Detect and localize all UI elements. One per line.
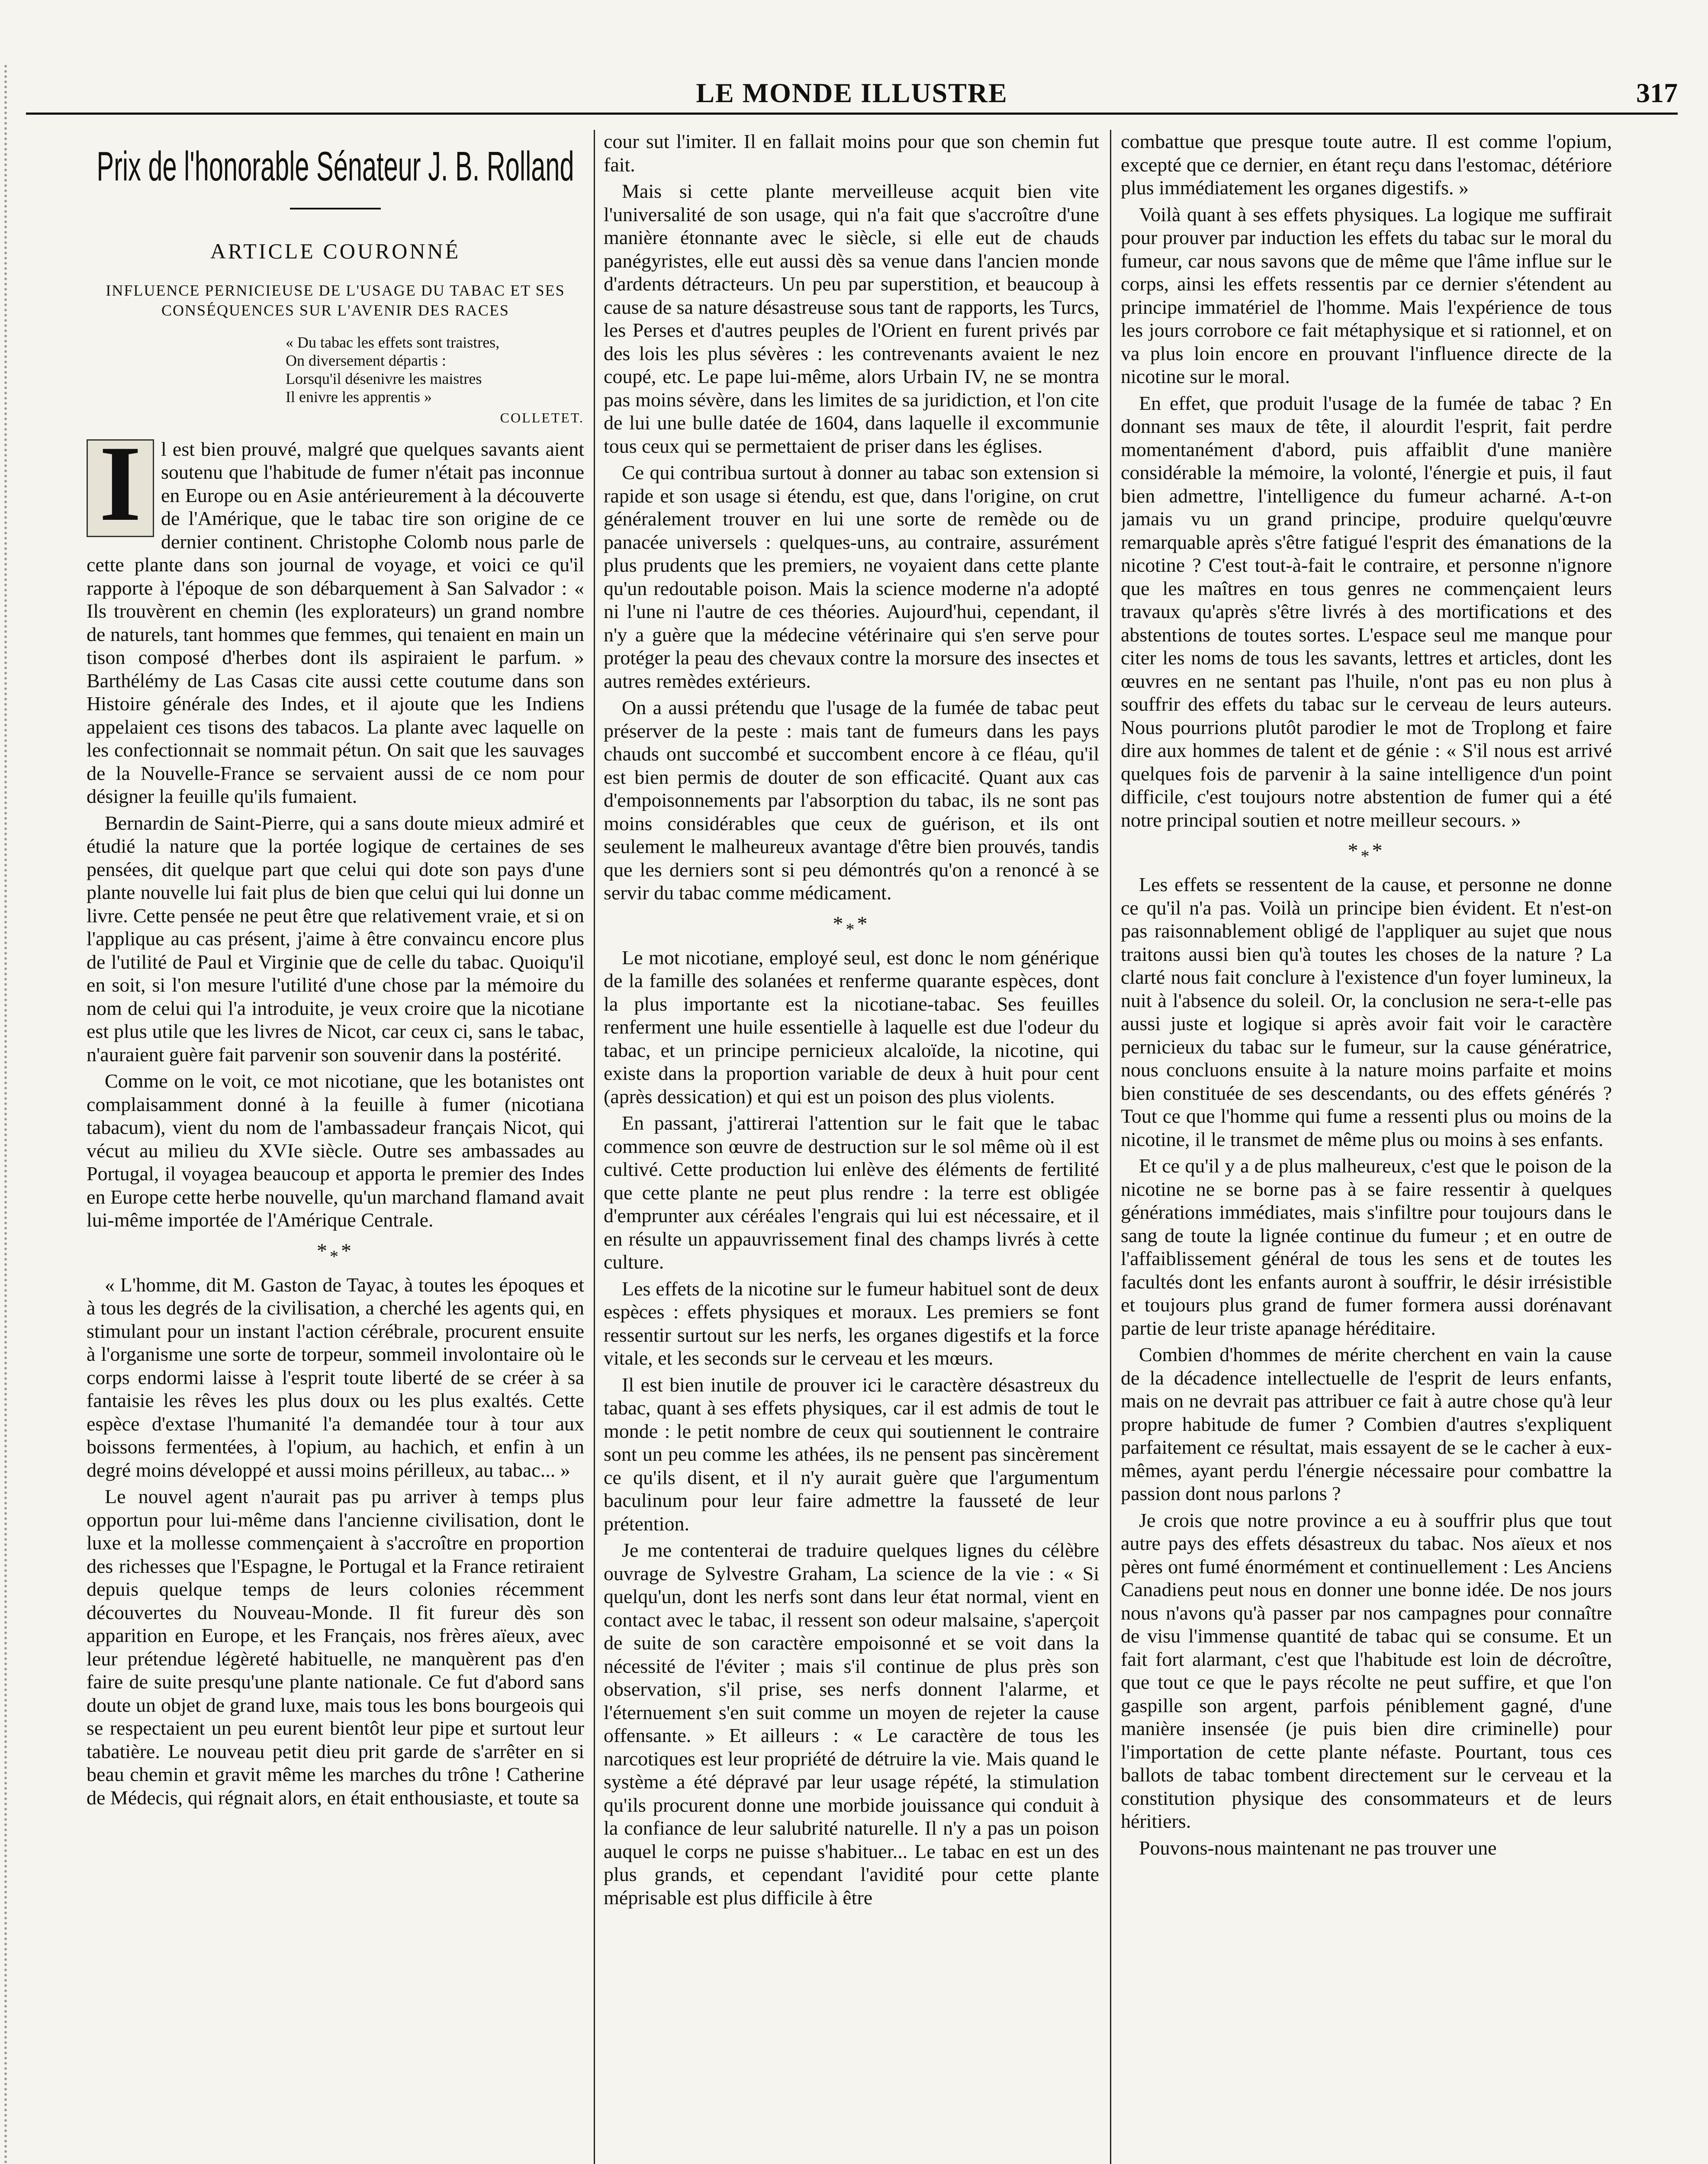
column-2 bbox=[604, 130, 1099, 2164]
prize-heading: Prix de l'honorable Sénateur J. B. Rolland bbox=[96, 143, 574, 190]
paragraph: Il est bien inutile de prouver ici le caractère désastreux du tabac, quant à ses effets physiques, car il est admis de tout le monde : le petit nombre de ceux qui soutiennent le contraire sont un peu comme les athées, ils ne pensent pas sincèrement ce qu'ils disent, et il n'y aurait guère que l'argumentum baculinum pour leur faire admettre la fausseté de leur prétention. bbox=[604, 1373, 1099, 1535]
heading-rule bbox=[290, 208, 381, 209]
paragraph: Les effets se ressentent de la cause, et personne ne donne ce qu'il n'a pas. Voilà un principe bien évident. Et n'est-on pas raisonnablement obligé de l'appliquer au sujet que nous traitons aussi bien qu'à toutes les choses de la nature ? La clarté nous fait conclure à l'existence d'un foyer lumineux, la nuit à l'absence du soleil. Or, la conclusion ne sera-t-elle pas aussi juste et logique si après avoir fait voir le caractère pernicieux du tabac sur le fumeur, sur la cause génératrice, nous concluons ensuite à la nature moins parfaite et moins bien constituée de ses descendants, ou des effets générés ? Tout ce que l'homme qui fume a ressenti plus ou moins de la nicotine, il le transmet de même plus ou moins à ses enfants. bbox=[1121, 873, 1612, 1150]
paragraph: Je me contenterai de traduire quelques lignes du célèbre ouvrage de Sylvestre Graham, La science de la vie : « Si quelqu'un, dont les nerfs sont dans leur état normal, vient en contact avec le tabac, il ressent son odeur malsaine, s'aperçoit de suite de son caractère empoisonné et se voit dans la nécessité de l'éviter ; mais s'il continue de plus près son observation, s'il prise, ses nerfs donnent l'alarme, et l'éternuement s'en suit comme un moyen de rejeter la cause offensante. » Et ailleurs : « Le caractère de tous les narcotiques est leur propriété de détruire la vie. Mais quand le système a été dépravé par leur usage répété, la stimulation qu'ils procurent donne une morbide jouissance qui conduit à la confiance de leur salubrité naturelle. Il n'y a pas un poison auquel le corps ne puisse s'habituer... Le tabac en est un des plus grands, et cependant l'avidité pour cette plante méprisable est plus difficile à être bbox=[604, 1539, 1099, 1909]
paragraph: En effet, que produit l'usage de la fumée de tabac ? En donnant ses maux de tête, il alourdit l'esprit, fait perdre momentanément d'abord, puis affaiblit d'une manière considérable la mémoire, la volonté, l'énergie et puis, il faut bien admettre, l'intelligence du fumeur acharné. A-t-on jamais vu un grand principe, produire quelqu'œuvre remarquable après s'être fatigué l'esprit des émanations de la nicotine ? C'est tout-à-fait le contraire, et personne n'ignore que les maîtres en tous genres ne commençaient leurs travaux qu'après s'être livrés à des mortifications et des abstentions de toutes sortes. L'espace seul me manque pour citer les noms de tous les savants, lettres et articles, dont les œuvres en ne sentant pas l'huile, n'ont pas eu non plus à souffrir des effets du tabac sur le cerveau de leurs auteurs. Nous pourrions plutôt parodier le mot de Troplong et faire dire aux hommes de talent et de génie : « S'il nous est arrivé quelques fois de parvenir à la saine intelligence d'un point difficile, c'est toujours notre abstention de fumer qui a été notre principal soutien et notre meilleur secours. » bbox=[1121, 392, 1612, 831]
paragraph: combattue que presque toute autre. Il est comme l'opium, excepté que ce dernier, en étant reçu dans l'estomac, détériore plus immédiatement les organes digestifs. » bbox=[1121, 130, 1612, 199]
paragraph: Pouvons-nous maintenant ne pas trouver une bbox=[1139, 1836, 1497, 1859]
paragraph: Le mot nicotiane, employé seul, est donc le nom générique de la famille des solanées et renferme quarante espèces, dont la plus importante est la nicotiane-tabac. Ses feuilles renferment une huile essentielle à laquelle est due l'odeur du tabac, et un principe pernicieux alcaloïde, la nicotine, qui existe dans la proportion variable de deux à huit pour cent (après dessication) et qui est un poison des plus violents. bbox=[604, 946, 1099, 1108]
paragraph: En passant, j'attirerai l'attention sur le fait que le tabac commence son œuvre de destruction sur le sol même où il est cultivé. Cette production lui enlève des éléments de fertilité que cette plante ne peut plus rendre : la terre est obligée d'emprunter aux céréales l'engrais qui lui est nécessaire, et il en résulte un appauvrissement final des champs livrés à cette culture. bbox=[604, 1112, 1099, 1273]
paragraph: « L'homme, dit M. Gaston de Tayac, à toutes les époques et à tous les degrés de la civilisation, a cherché les agents qui, en stimulant pour un instant l'action cérébrale, procurent ensuite à l'organisme une sorte de torpeur, sommeil involontaire où le corps endormi laisse à l'esprit toute liberté de se créer à sa fantaisie les rêves les plus doux ou les plus exaltés. Cette espèce d'extase l'humanité l'a demandée tour à tour aux boissons fermentées, à l'opium, au hachich, et enfin à un degré moins développé et aussi moins périlleux, au tabac... » bbox=[87, 1273, 584, 1481]
paragraph: Je crois que notre province a eu à souffrir plus que tout autre pays des effets désastreux du tabac. Nos aïeux et nos pères ont fumé énormément et continuellement : Les Anciens Canadiens peut nous en donner une bonne idée. De nos jours nous n'avons qu'à passer par nos campagnes pour connaître de visu l'immense quantité de tabac qui se consume. Et un fait fort alarmant, c'est que l'habitude est loin de décroître, que tout ce que le pays récolte ne peut suffire, et que l'on gaspille son argent, parfois péniblement gagné, d'une manière insensée (je puis bien dire criminelle) pour l'importation de cette plante néfaste. Pourtant, tous ces ballots de tabac tombent directement sur le cerveau et la constitution physique des consommateurs et de leurs héritiers. bbox=[1121, 1509, 1612, 1832]
paragraph: Le nouvel agent n'aurait pas pu arriver à temps plus opportun pour lui-même dans l'ancienne civilisation, dont le luxe et la mollesse commençaient à s'accroître en proportion des richesses que l'Espagne, le Portugal et la France retiraient depuis quelque temps de leurs colonies récemment découvertes du Nouveau-Monde. Il fit fureur dès son apparition en Europe, et les Français, nos frères aïeux, avec leur prétendue légèreté habituelle, ne manquèrent pas d'en faire de suite presqu'une plante nationale. Ce fut d'abord sans doute un objet de grand luxe, mais tous les bons bourgeois qui se respectaient un peu eurent bientôt leur pipe et surtout leur tabatière. Le nouveau petit dieu prit garde de s'arrêter en si beau chemin et gravit même les marches du trône ! Catherine de Médecis, qui régnait alors, en était enthousiaste, et toute sa bbox=[87, 1485, 584, 1809]
binding-edge bbox=[4, 65, 16, 2164]
asterism: $*_**$ bbox=[1348, 839, 1385, 866]
paragraph bbox=[87, 423, 584, 808]
paragraph: Combien d'hommes de mérite cherchent en vain la cause de la décadence intellectuelle de l'esprit de leurs enfants, mais on ne devrait pas attribuer ce fait à autre chose qu'à leur propre habitude de fumer ? Combien d'autres s'expliquent parfaitement ce résultat, mais essayent de se le cacher à eux-mêmes, ayant perdu l'énergie nécessaire pour combattre la passion dont nous parlons ? bbox=[1121, 1343, 1612, 1505]
paragraph: Mais si cette plante merveilleuse acquit bien vite l'universalité de son usage, qui n'a fait que s'accroître d'une manière étonnante avec le siècle, si elle eut de chauds panégyristes, elle eut aussi dès sa venue dans l'ancien monde d'ardents détracteurs. Un peu par superstition, et beaucoup à cause de sa nature désastreuse sous tant de rapports, les Turcs, les Perses et d'autres peuples de l'Orient en furent privés par des lois les plus sévères : les contrevenants avaient le nez coupé, etc. Le pape lui-même, alors Urbain IV, ne se montra pas moins sévère, dans les limites de sa juridiction, et l'on cite de lui une bulle datée de 1604, dans laquelle il excommunie tous ceux qui se permettaient de priser dans les églises. bbox=[604, 180, 1099, 457]
asterism: $*_**$ bbox=[317, 1239, 354, 1266]
article-label: ARTICLE COURONNÉ bbox=[210, 239, 461, 263]
epigraph-line: On diversement départis : bbox=[286, 351, 446, 369]
paragraph: Comme on le voit, ce mot nicotiane, que les botanistes ont complaisamment donné à la feuille à fumer (nicotiana tabacum), vient du nom de l'ambassadeur français Nicot, qui vécut au milieu du XVIe siècle. Outre ses ambassades au Portugal, il voyagea beaucoup et apporta le premier des Indes en Europe cette herbe nouvelle, qu'un marchand flamand avait lui-même importée de l'Amérique Centrale. bbox=[87, 1070, 584, 1231]
paragraph-text: l est bien prouvé, malgré que quelques savants aient soutenu que l'habitude de fumer n'était pas inconnue en Europe ou en Asie antérieurement à la découverte de l'Amérique, que le tabac tire son origine de ce dernier continent. Christophe Colomb nous parle de cette plante dans son journal de voyage, et voici ce qu'il rapporte à l'époque de son débarquement à San Salvador : « Ils trouvèrent en chemin (les explorateurs) un grand nombre de naturels, tant hommes que femmes, qui tenaient en main un tison composé d'herbes dont ils aspiraient le parfum. » Barthélémy de Las Casas cite aussi cette coutume dans son Histoire générale des Indes, et il ajoute que les Indiens appelaient ces tisons des tabacos. La plante avec laquelle on les confectionnait se nommait pétun. On sait que les sauvages de la Nouvelle-France se servaient aussi de ce nom pour désigner la feuille qu'ils fumaient. bbox=[87, 438, 584, 807]
paragraph: Et ce qu'il y a de plus malheureux, c'est que le poison de la nicotine ne se borne pas à se faire ressentir à quelques générations immédiates, mais s'infiltre pour toujours dans le sang de toute la lignée continue du fumeur ; et en outre de l'affaiblissement général de tous les sens et de toutes les facultés dont les enfants auront à souffrir, le désir irrésistible et toujours plus grand de fumer formera aussi dorénavant partie de leur triste apanage héréditaire. bbox=[1121, 1155, 1612, 1339]
paragraph: On a aussi prétendu que l'usage de la fumée de tabac peut préserver de la peste : mais tant de fumeurs dans les pays chauds ont succombé et succombent encore à ce fléau, qu'il est bien permis de douter de son efficacité. Quant aux cas d'empoisonnements par l'absorption du tabac, ils ne sont pas moins considérables que ceux de guérison, et ils ont seulement le malheureux avantage d'être bien prouvés, tandis que les derniers sont si peu démontrés qu'on a renoncé à se servir du tabac comme médicament. bbox=[604, 696, 1099, 904]
paragraph: Ce qui contribua surtout à donner au tabac son extension si rapide et son usage si étendu, est que, dans l'origine, on crut généralement trouver en lui une sorte de remède ou de panacée universels : quelques-uns, au contraire, assurément plus prudents que les premiers, ne voyaient dans cette plante qu'un redoutable poison. Mais la science moderne n'a adopté ni l'une ni l'autre de ces théories. Aujourd'hui, cependant, il n'y a guère que la médecine vétérinaire qui s'en serve pour protéger la peau des chevaux contre la morsure des insectes et autres remèdes extérieurs. bbox=[604, 461, 1099, 692]
epigraph-line: Lorsqu'il désenivre les maistres bbox=[286, 370, 482, 387]
article-subtitle: INFLUENCE PERNICIEUSE DE L'USAGE DU TABAC ET SES CONSÉQUENCES SUR L'AVENIR DES RACES bbox=[106, 281, 565, 319]
epigraph-line: Il enivre les apprentis » bbox=[286, 388, 432, 406]
column-1 bbox=[87, 130, 584, 2164]
column-rule bbox=[594, 130, 595, 2164]
epigraph bbox=[286, 333, 584, 427]
journal-title: LE MONDE ILLUSTRE bbox=[696, 77, 1008, 108]
column-rule bbox=[1110, 130, 1111, 2164]
running-head bbox=[26, 74, 1678, 115]
epigraph-line: « Du tabac les effets sont traistres, bbox=[286, 333, 500, 351]
drop-cap: I bbox=[87, 439, 154, 537]
asterism: $*_**$ bbox=[833, 912, 870, 939]
paragraph: Bernardin de Saint-Pierre, qui a sans doute mieux admiré et étudié la nature que la portée logique de certaines de ses pensées, dit quelque part que celui qui dote son pays d'une plante nouvelle lui fait plus de bien que celui qui lui donne un livre. Cette pensée ne peut être que relativement vraie, et si on l'applique au cas présent, j'aime à être convaincu encore plus de l'utilité de Paul et Virginie que de celle du tabac. Quoiqu'il en soit, si l'on mesure l'utilité d'une chose par la mémoire du nom de celui qui l'a introduite, je veux croire que la nicotiane est plus utile que les livres de Nicot, car ceux ci, sans le tabac, n'auraient guère fait parvenir son souvenir dans la postérité. bbox=[87, 812, 584, 1066]
paragraph: cour sut l'imiter. Il en fallait moins pour que son chemin fut fait. bbox=[604, 130, 1099, 176]
column-3 bbox=[1121, 130, 1612, 2164]
page-number: 317 bbox=[1636, 77, 1678, 108]
paragraph: Les effets de la nicotine sur le fumeur habituel sont de deux espèces : effets physiques et moraux. Les premiers se font ressentir surtout sur les nerfs, les organes digestifs et la force vitale, et les seconds sur le cerveau et les mœurs. bbox=[604, 1277, 1099, 1369]
paragraph: Voilà quant à ses effets physiques. La logique me suffirait pour prouver par induction les effets du tabac sur le moral du fumeur, car nous savons que de même que l'âme influe sur le corps, ainsi les effets ressentis par ce dernier s'étendent au principe immatériel de l'homme. Mais l'expérience de tous les jours corrobore ce fait métaphysique et si rationnel, et on va plus loin encore en prouvant l'influence directe de la nicotine sur le moral. bbox=[1121, 203, 1612, 387]
epigraph-author: COLLETET. bbox=[500, 409, 584, 425]
